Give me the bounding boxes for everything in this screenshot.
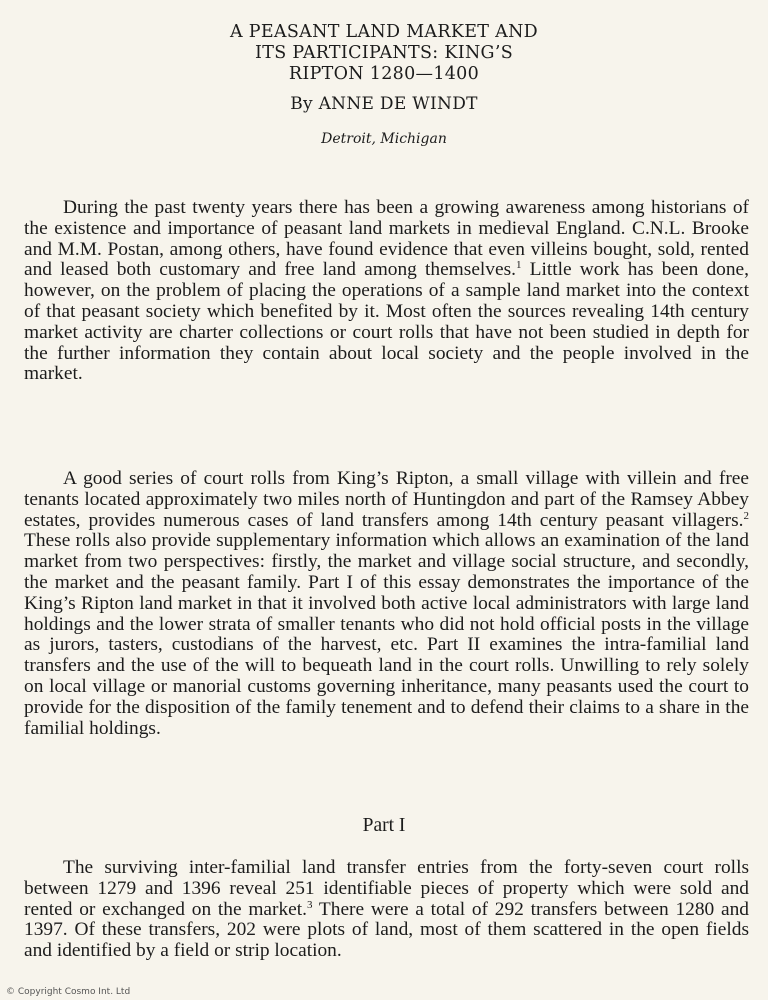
- footnote-ref-1[interactable]: 1: [516, 259, 522, 272]
- footnote-ref-2[interactable]: 2: [743, 509, 749, 522]
- paragraph-2: [24, 469, 749, 739]
- paragraph-3: [24, 858, 749, 962]
- copyright-watermark: © Copyright Cosmo Int. Ltd: [6, 987, 131, 997]
- title-line: ITS PARTICIPANTS: KING’S: [255, 43, 513, 63]
- paragraph-text: The surviving inter-familial land transfer entries from the forty-seven court rolls between 1279 and 1396 reveal 251 identifiable pieces of property which were sold and rented or exchanged on the market.: [24, 857, 749, 920]
- paragraph-text: During the past twenty years there has been a growing awareness among historians of the existence and importance of peasant land markets in medieval England. C.N.L. Brooke and M.M. Postan, among others, have found evidence that even villeins bought, sold, rented and leased both customary and free land among themselves.: [24, 197, 749, 281]
- paragraph-text: A good series of court rolls from King’s Ripton, a small village with villein and free tenants located approximately two miles north of Huntingdon and part of the Ramsey Abbey estates, provides numerous cases of land transfers among 14th century peasant villagers.: [24, 468, 749, 531]
- footnote-ref-3[interactable]: 3: [307, 898, 313, 911]
- paragraph-text-cont: Little work has been done, however, on the problem of placing the operations of a sample land market into the context of that peasant society which benefited by it. Most often the sources revealing 14th century market activity are charter collections or court rolls that have not been studied in depth for the further information they contain about local society and the people involved in the market.: [24, 259, 749, 385]
- section-heading: Part I: [362, 815, 406, 836]
- author-name: By ANNE DE WINDT: [290, 94, 478, 114]
- paragraph-1: [24, 198, 749, 385]
- title-line: RIPTON 1280—1400: [288, 64, 480, 84]
- author-affiliation: Detroit, Michigan: [321, 131, 447, 147]
- title-line: A PEASANT LAND MARKET AND: [229, 22, 539, 42]
- paragraph-text-cont: There were a total of 292 transfers between 1280 and 1397. Of these transfers, 202 were plots of land, most of them scattered in the open fields and identified by a field or strip location.: [24, 898, 749, 962]
- paragraph-text-cont: These rolls also provide supplementary information which allows an examination of the land market from two perspectives: firstly, the market and village social structure, and secondly, the market and the peasant family. Part I of this essay demonstrates the importance of the King’s Ripton land market in that it involved both active local administrators with large land holdings and the lower strata of smaller tenants who did not hold official posts in the village as jurors, tasters, custodians of the harvest, etc. Part II examines the intra-familial land transfers and the use of the will to bequeath land in the court rolls. Unwilling to rely solely on local village or manorial customs governing inheritance, many peasants used the court to provide for the disposition of the family tenement and to defend their claims to a share in the familial holdings.: [24, 530, 749, 739]
- article-title: [0, 22, 768, 85]
